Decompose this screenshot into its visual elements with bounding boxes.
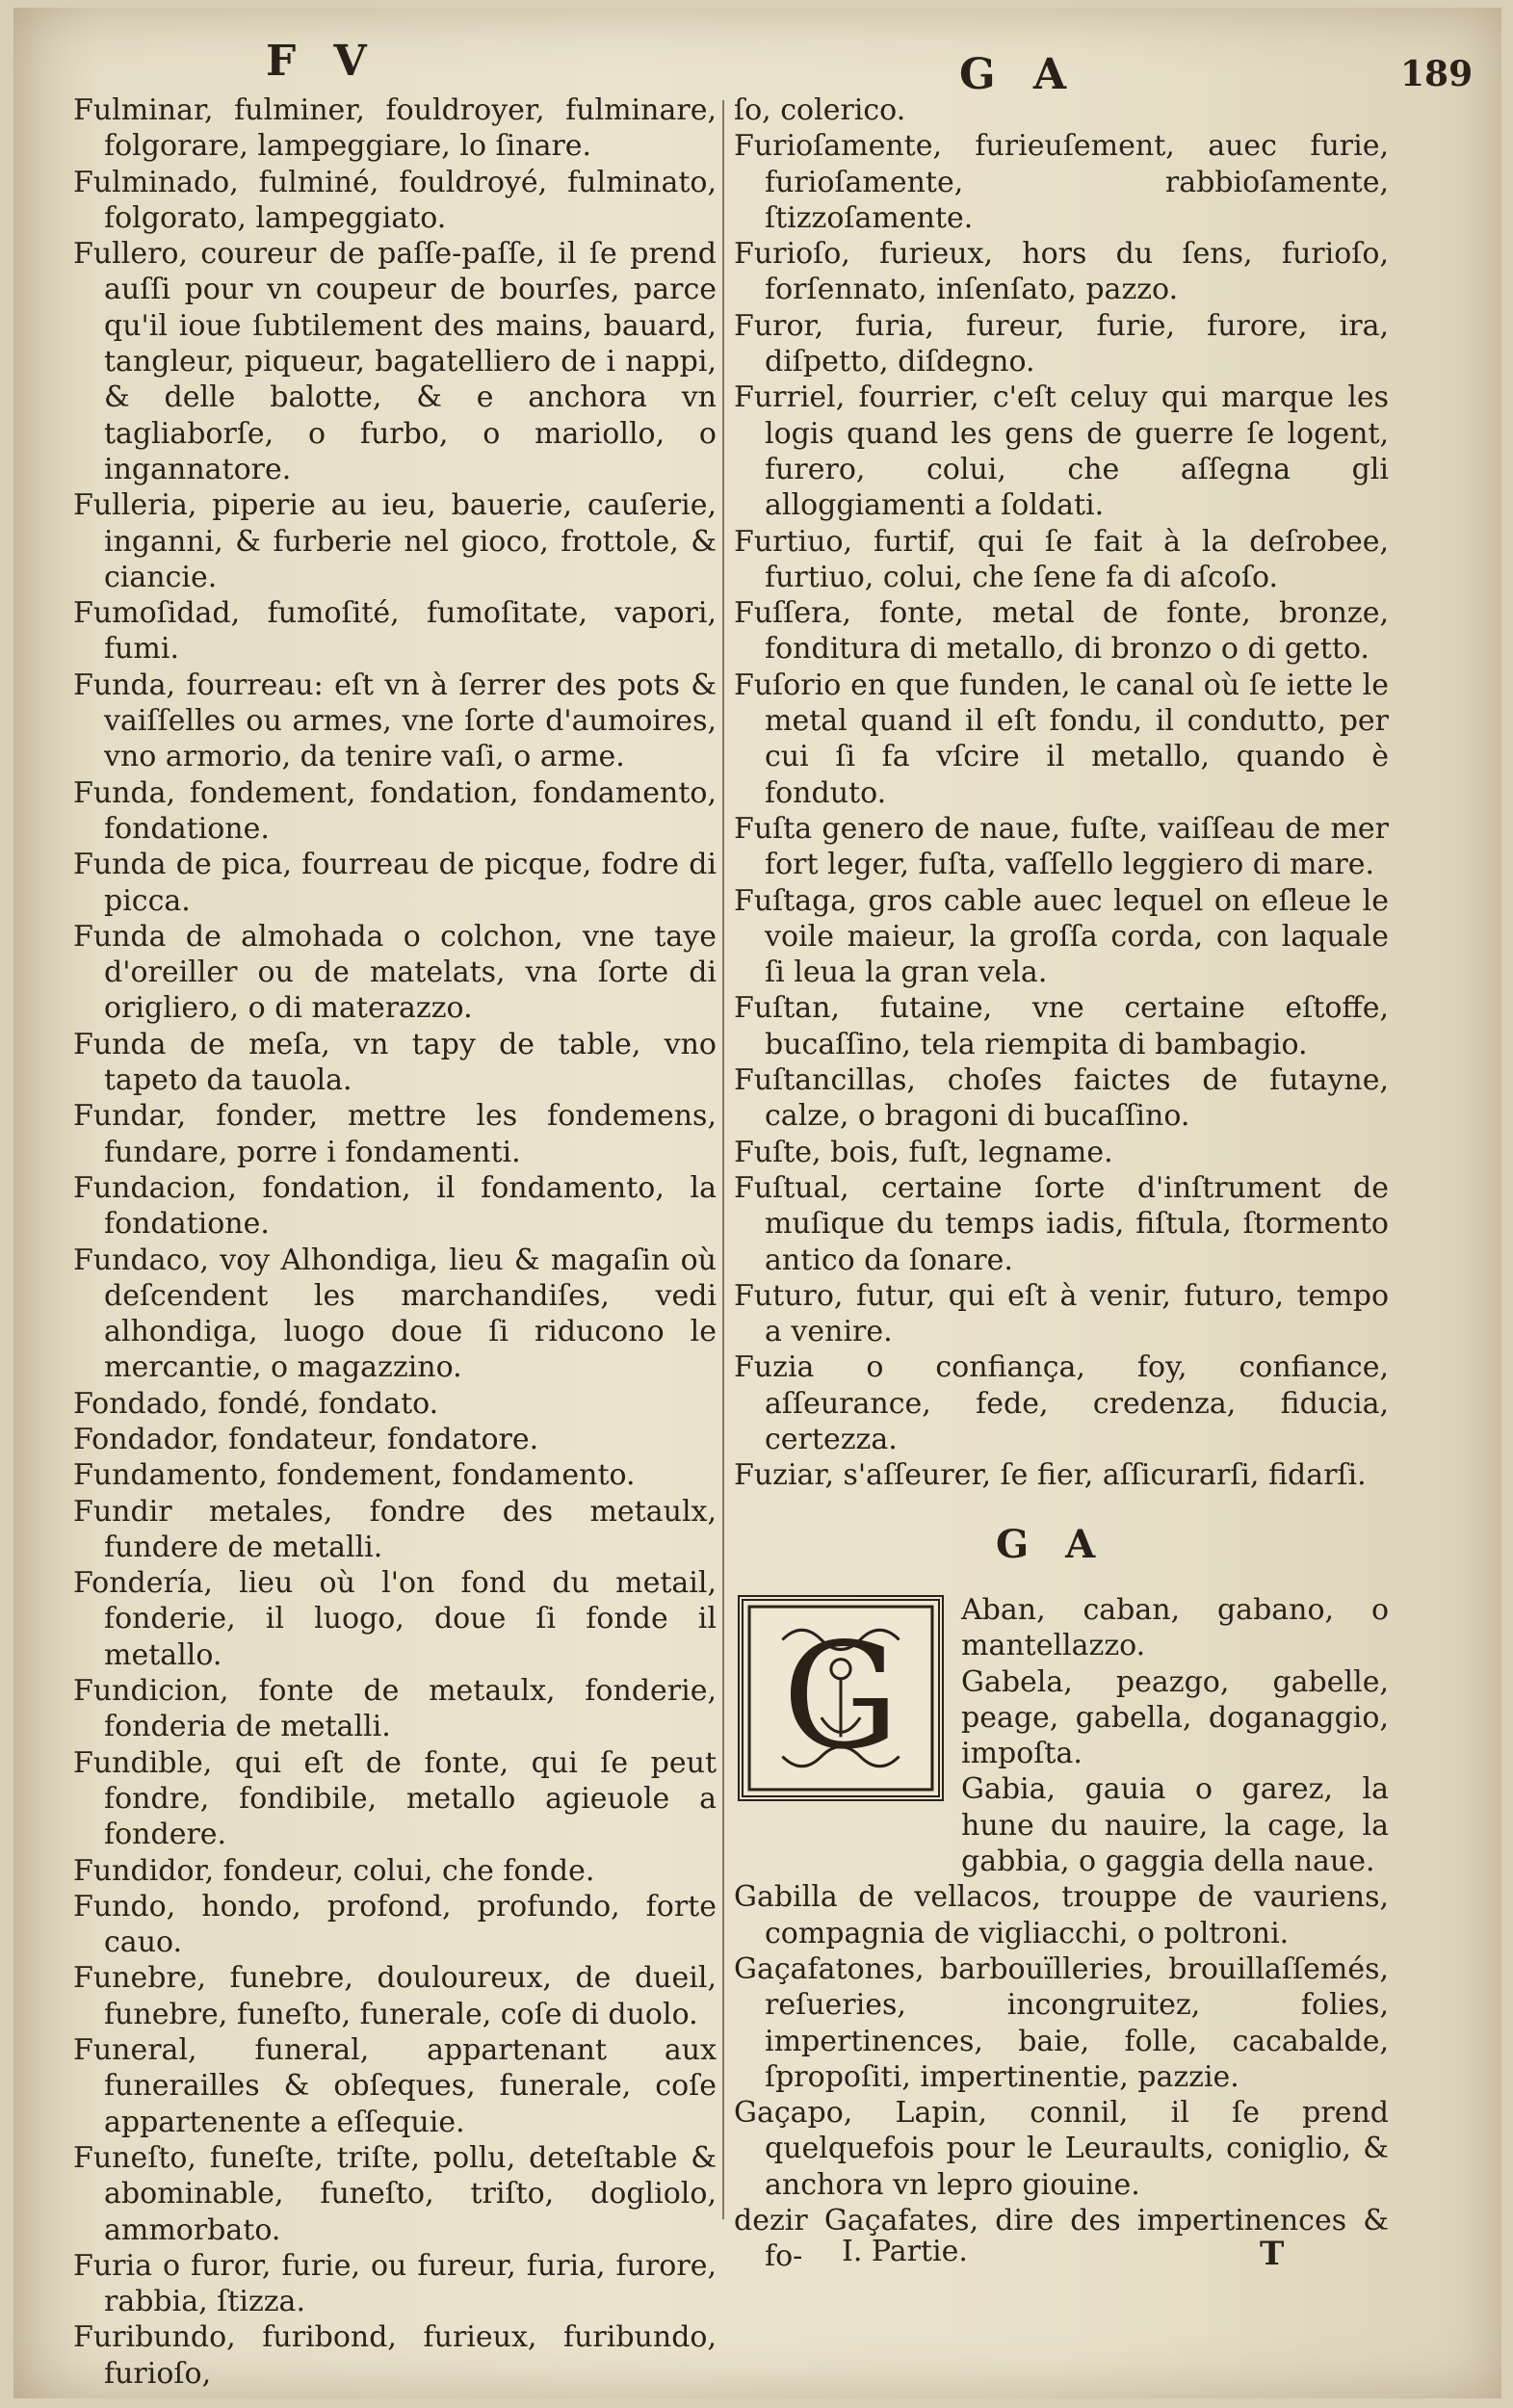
dictionary-entry: Fulleria, piperie au ieu, bauerie, cauſerie, inganni, & furberie nel gioco, frottole, & ciancie. xyxy=(73,488,717,594)
dictionary-entry: Fondador, fondateur, fondatore. xyxy=(73,1422,539,1456)
dictionary-entry: Futuro, futur, qui eſt à venir, futuro, tempo a venire. xyxy=(734,1278,1389,1349)
dictionary-entry: Fundar, fonder, mettre les fondemens, fundare, porre i fondamenti. xyxy=(73,1099,717,1169)
dictionary-entry: ſo, colerico. xyxy=(734,93,906,127)
book-page xyxy=(13,8,1501,2398)
dictionary-entry: Funeral, funeral, appartenant aux funerailles & obſeques, funerale, coſe appartenente a eſſequie. xyxy=(73,2033,717,2139)
dictionary-entry: Fulminado, fulminé, fouldroyé, fulminato, folgorato, lampeggiato. xyxy=(73,165,717,235)
dictionary-entry: Furor, furia, fureur, furie, furore, ira, diſpetto, diſdegno. xyxy=(734,308,1389,380)
dictionary-entry: Gabela, peazgo, gabelle, peage, gabella, doganaggio, impoſta. xyxy=(961,1664,1389,1771)
dictionary-entry: Aban, caban, gabano, o mantellazzo. xyxy=(961,1593,1389,1663)
page-number: 189 xyxy=(1400,54,1474,94)
ga-section-entries xyxy=(734,1592,1389,2275)
dictionary-entry: Funda, fondement, fondation, fondamento, fondatione. xyxy=(73,775,717,846)
dictionary-entry: Fundicion, fonte de metaulx, fonderie, fonderia de metalli. xyxy=(73,1674,717,1744)
dictionary-entry: Fuſtancillas, choſes faictes de futayne, calze, o bragoni di bucaſſino. xyxy=(734,1063,1389,1134)
dictionary-entry: Fuſorio en que funden, le canal où ſe iette le metal quand il eſt fondu, il condutto, per cui ſi fa vſcire il metallo, quando è fonduto. xyxy=(734,667,1389,810)
dictionary-entry: Funda de pica, fourreau de picque, fodre di picca. xyxy=(73,848,717,918)
dictionary-entry: Gabia, gauia o garez, la hune du nauire, la cage, la gabbia, o gaggia della naue. xyxy=(961,1772,1389,1879)
dictionary-entry: Fuſſera, fonte, metal de fonte, bronze, fonditura di metallo, di bronzo o di getto. xyxy=(734,596,1389,667)
dictionary-entry: Fuſtaga, gros cable auec lequel on eſleue le voile maieur, la groſſa corda, con laquale ſi leua la gran vela. xyxy=(734,883,1389,990)
running-head-left: F V xyxy=(266,37,378,86)
dictionary-entry: Furibundo, furibond, furieux, furibundo, furioſo, xyxy=(73,2320,717,2391)
dropcap-letter: G xyxy=(782,1610,900,1782)
signature-mark: T xyxy=(1260,2235,1285,2273)
column-rule xyxy=(722,100,724,2219)
dictionary-entry: Gaçafatones, barbouïlleries, brouillaſſemés, reſueries, incongruitez, folies, impertinences, baie, folle, cacabalde, ſpropoſiti, impertinentie, pazzie. xyxy=(734,1951,1389,2094)
dictionary-entry: Furia o furor, furie, ou fureur, furia, furore, rabbia, ſtizza. xyxy=(73,2248,717,2319)
footer-part-label: I. Partie. xyxy=(842,2235,968,2268)
dictionary-entry: dezir Gaçafates, dire des impertinences & fo- xyxy=(734,2204,1389,2274)
dictionary-entry: Fundacion, fondation, il fondamento, la fondatione. xyxy=(73,1170,717,1242)
dictionary-entry: Funda de meſa, vn tapy de table, vno tapeto da tauola. xyxy=(73,1027,717,1098)
dictionary-entry: Gaçapo, Lapin, connil, il ſe prend quelquefois pour le Leuraults, coniglio, & anchora vn lepro giouine. xyxy=(734,2096,1389,2202)
dictionary-entry: Fuzia o confiança, foy, confiance, aſſeurance, fede, credenza, fiducia, certezza. xyxy=(734,1350,1389,1456)
dictionary-entry: Fulminar, fulminer, fouldroyer, fulminare, folgorare, lampeggiare, lo ſinare. xyxy=(73,93,717,164)
dictionary-entry: Fuziar, s'aſſeurer, ſe fier, aſſicurarſi, fidarſi. xyxy=(734,1458,1367,1493)
dictionary-entry: Gabilla de vellacos, trouppe de vauriens, compagnia de vigliacchi, o poltroni. xyxy=(734,1880,1389,1950)
dictionary-entry: Fundaco, voy Alhondiga, lieu & magaſin où deſcendent les marchandiſes, vedi alhondiga, luogo doue ſi riducono le mercantie, o magazzino. xyxy=(73,1243,717,1385)
left-column xyxy=(73,92,717,2392)
dictionary-entry: Furioſamente, furieuſement, auec furie, furioſamente, rabbioſamente, ſtizzoſamente. xyxy=(734,129,1389,235)
dictionary-entry: Furtiuo, furtif, qui ſe fait à la deſrobee, furtiuo, colui, che ſene fa di aſcoſo. xyxy=(734,524,1389,594)
dictionary-entry: Fuſtual, certaine ſorte d'inſtrument de muſique du temps iadis, fiſtula, ſtormento antico da ſonare. xyxy=(734,1170,1389,1277)
dictionary-entry: Fundo, hondo, profond, profundo, forte cauo. xyxy=(73,1889,717,1960)
dictionary-entry: Funebre, funebre, douloureux, de dueil, funebre, funeſto, funerale, coſe di duolo. xyxy=(73,1961,717,2031)
dictionary-entry: Fundidor, fondeur, colui, che fonde. xyxy=(73,1853,595,1888)
dictionary-entry: Furriel, fourrier, c'eſt celuy qui marque les logis quand les gens de guerre ſe logent, furero, colui, che aſſegna gli alloggiamenti a ſoldati. xyxy=(734,380,1389,523)
dictionary-entry: Furioſo, furieux, hors du ſens, furioſo, forſennato, inſenſato, pazzo. xyxy=(734,237,1389,307)
dictionary-entry: Fondería, lieu où l'on fond du metail, fonderie, il luogo, doue ſi fonde il metallo. xyxy=(73,1566,717,1672)
dictionary-entry: Fullero, coureur de paſſe-paſſe, il ſe prend auſſi pour vn coupeur de bourſes, parce qu'il ioue ſubtilement des mains, bauard, tangleur, piqueur, bagatelliero de i nappi, & delle balotte, & e anchora vn tagliaborſe, o furbo, o mariollo, o ingannatore. xyxy=(73,237,717,486)
dictionary-entry: Fuſte, bois, fuſt, legname. xyxy=(734,1135,1113,1169)
dictionary-entry: Funeſto, funeſte, triſte, pollu, deteſtable & abominable, funeſto, triſto, dogliolo, ammorbato. xyxy=(73,2140,717,2247)
dictionary-entry: Fondado, fondé, fondato. xyxy=(73,1386,439,1421)
running-head-center: G A xyxy=(959,50,1079,99)
dictionary-entry: Fundir metales, fondre des metaulx, fundere de metalli. xyxy=(73,1494,717,1564)
dictionary-entry: Fuſta genero de naue, fuſte, vaiſſeau de mer fort leger, fuſta, vaſſello leggiero di mare. xyxy=(734,811,1389,882)
right-column xyxy=(734,92,1389,1494)
dictionary-entry: Fumoſidad, fumoſité, fumoſitate, vapori, fumi. xyxy=(73,596,717,667)
dictionary-entry: Funda, fourreau: eſt vn à ſerrer des pots & vaiſſelles ou armes, vne ſorte d'aumoires, vno armorio, da tenire vaſi, o arme. xyxy=(73,667,717,774)
dictionary-entry: Funda de almohada o colchon, vne taye d'oreiller ou de matelats, vna ſorte di origliero, o di materazzo. xyxy=(73,919,717,1026)
dictionary-entry: Fundible, qui eſt de fonte, qui ſe peut fondre, fondibile, metallo agieuole a fondere. xyxy=(73,1745,717,1852)
dictionary-entry: Fundamento, fondement, fondamento. xyxy=(73,1458,636,1493)
dictionary-entry: Fuſtan, futaine, vne certaine eſtoffe, bucaſſino, tela riempita di bambagio. xyxy=(734,991,1389,1061)
section-heading: G A xyxy=(996,1522,1108,1567)
